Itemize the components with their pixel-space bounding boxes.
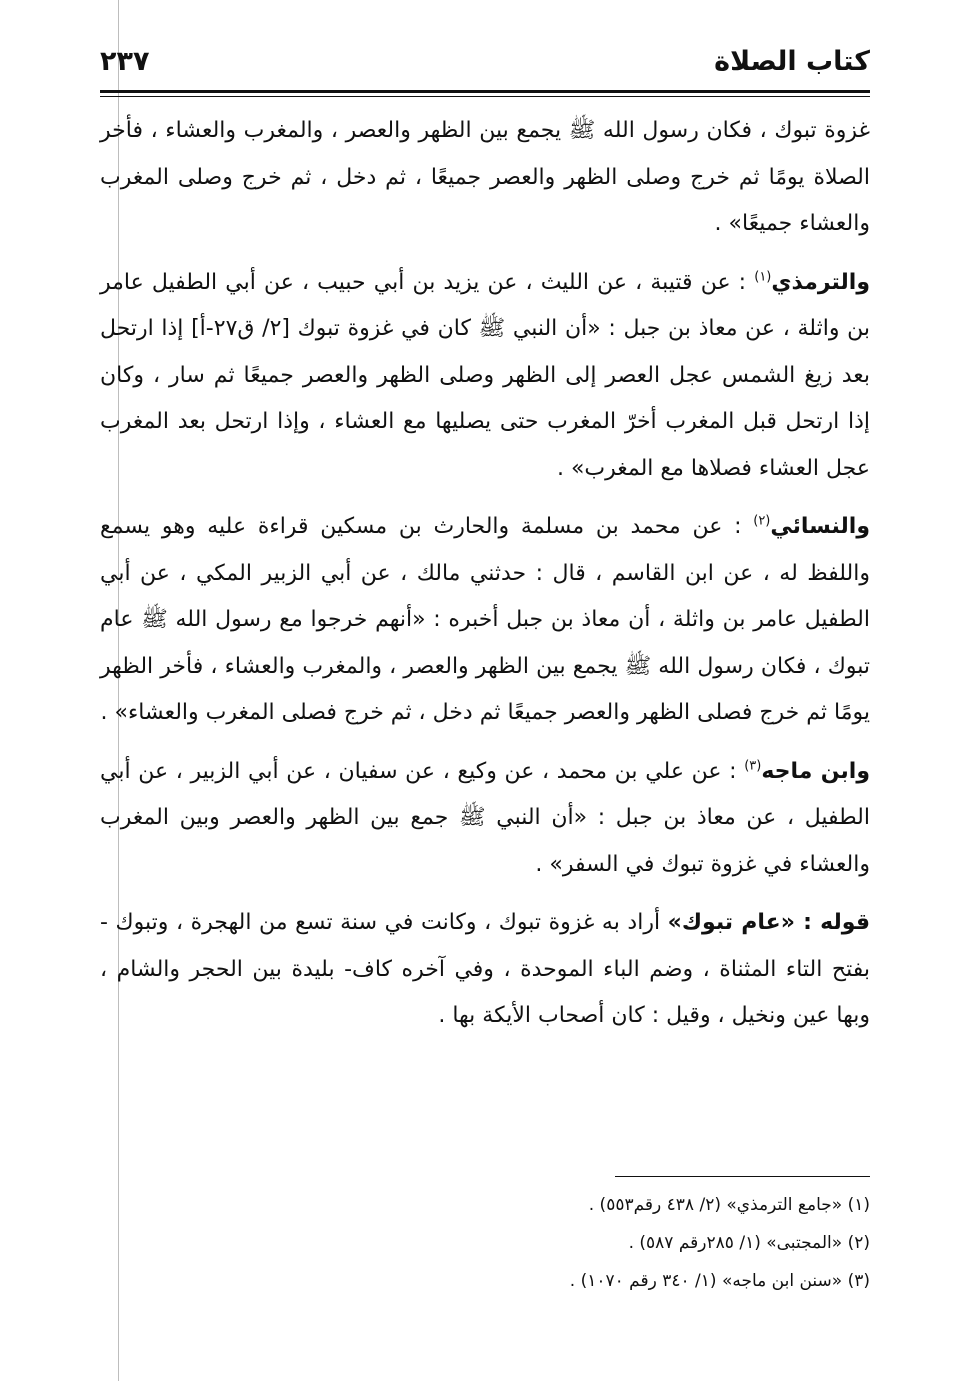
header-rule-thick <box>100 90 870 93</box>
paragraph-lead: وابن ماجه <box>761 758 870 784</box>
paragraph-1 <box>100 108 870 248</box>
paragraph-5 <box>100 900 870 1040</box>
paragraph-text: : عن محمد بن مسلمة والحارث بن مسكين قراءة عليه وهو يسمع واللفظ له ، عن ابن القاسم ، قال : حدثني مالك ، عن أبي الزبير المكي ، عن أبي الطفيل عامر بن واثلة ، أن معاذ بن جبل أخبره : «أنهم خرجوا مع رسول الله ﷺ عام تبوك ، فكان رسول الله ﷺ يجمع بين الظهر والعصر ، والمغرب والعشاء ، فأخر الظهر يومًا ثم خرج فصلى الظهر والعصر جميعًا ثم دخل ، ثم خرج فصلى المغرب والعشاء» . <box>100 514 870 725</box>
page-header <box>100 46 870 90</box>
chapter-title: كتاب الصلاة <box>714 46 870 77</box>
footnote-marker: (٢) <box>753 513 771 529</box>
paragraph-text: غزوة تبوك ، فكان رسول الله ﷺ يجمع بين الظهر والعصر ، والمغرب والعشاء ، فأخر الصلاة يومًا ثم خرج وصلى الظهر والعصر جميعًا ، ثم دخل ، ثم خرج وصلى المغرب والعشاء جميعًا» . <box>100 118 870 236</box>
footnote-marker: (٣) <box>744 758 762 774</box>
paragraph-lead: والنسائي <box>770 514 870 539</box>
page-number: ٢٣٧ <box>100 46 150 77</box>
footnote-3: (٣) «سنن ابن ماجه» (١/ ٣٤٠ رقم ١٠٧٠) . <box>569 1271 870 1291</box>
paragraph-3 <box>100 504 870 737</box>
footnote-1: (١) «جامع الترمذي» (٢/ ٤٣٨ رقم٥٥٣) . <box>588 1195 870 1215</box>
paragraph-4 <box>100 749 870 889</box>
footnote-marker: (١) <box>754 269 772 285</box>
paragraph-2 <box>100 260 870 493</box>
footnotes <box>420 1186 870 1300</box>
paragraph-lead: قوله : «عام تبوك» <box>667 910 870 935</box>
footnote-separator <box>615 1176 870 1177</box>
header-rule-thin <box>100 96 870 97</box>
paragraph-lead: والترمذي <box>771 269 871 295</box>
main-text <box>100 108 870 1052</box>
paragraph-text: أراد به غزوة تبوك ، وكانت في سنة تسع من الهجرة ، وتبوك - بفتح التاء المثناة ، وضم الباء الموحدة ، وفي آخره كاف- بليدة بين الحجر والشام ، وبها عين ونخيل ، وقيل : كان أصحاب الأيكة بها . <box>100 910 870 1028</box>
paragraph-text: : عن علي بن محمد ، عن وكيع ، عن سفيان ، عن أبي الزبير ، عن أبي الطفيل ، عن معاذ بن جبل : «أن النبي ﷺ جمع بين الظهر والعصر وبين المغرب والعشاء في غزوة تبوك في السفر» . <box>100 758 870 877</box>
paragraph-text: : عن قتيبة ، عن الليث ، عن يزيد بن أبي حبيب ، عن أبي الطفيل عامر بن واثلة ، عن معاذ بن جبل : «أن النبي ﷺ كان في غزوة تبوك [٢/ ق٢٧-أ] إذا ارتحل بعد زيغ الشمس عجل العصر إلى الظهر وصلى الظهر والعصر جميعًا ثم سار ، وكان إذا ارتحل قبل المغرب أخرّ المغرب حتى يصليها مع العشاء ، وإذا ارتحل بعد المغرب عجل العشاء فصلاها مع المغرب» . <box>100 269 870 481</box>
footnote-2: (٢) «المجتبى» (١/ ٢٨٥رقم ٥٨٧) . <box>628 1233 870 1253</box>
